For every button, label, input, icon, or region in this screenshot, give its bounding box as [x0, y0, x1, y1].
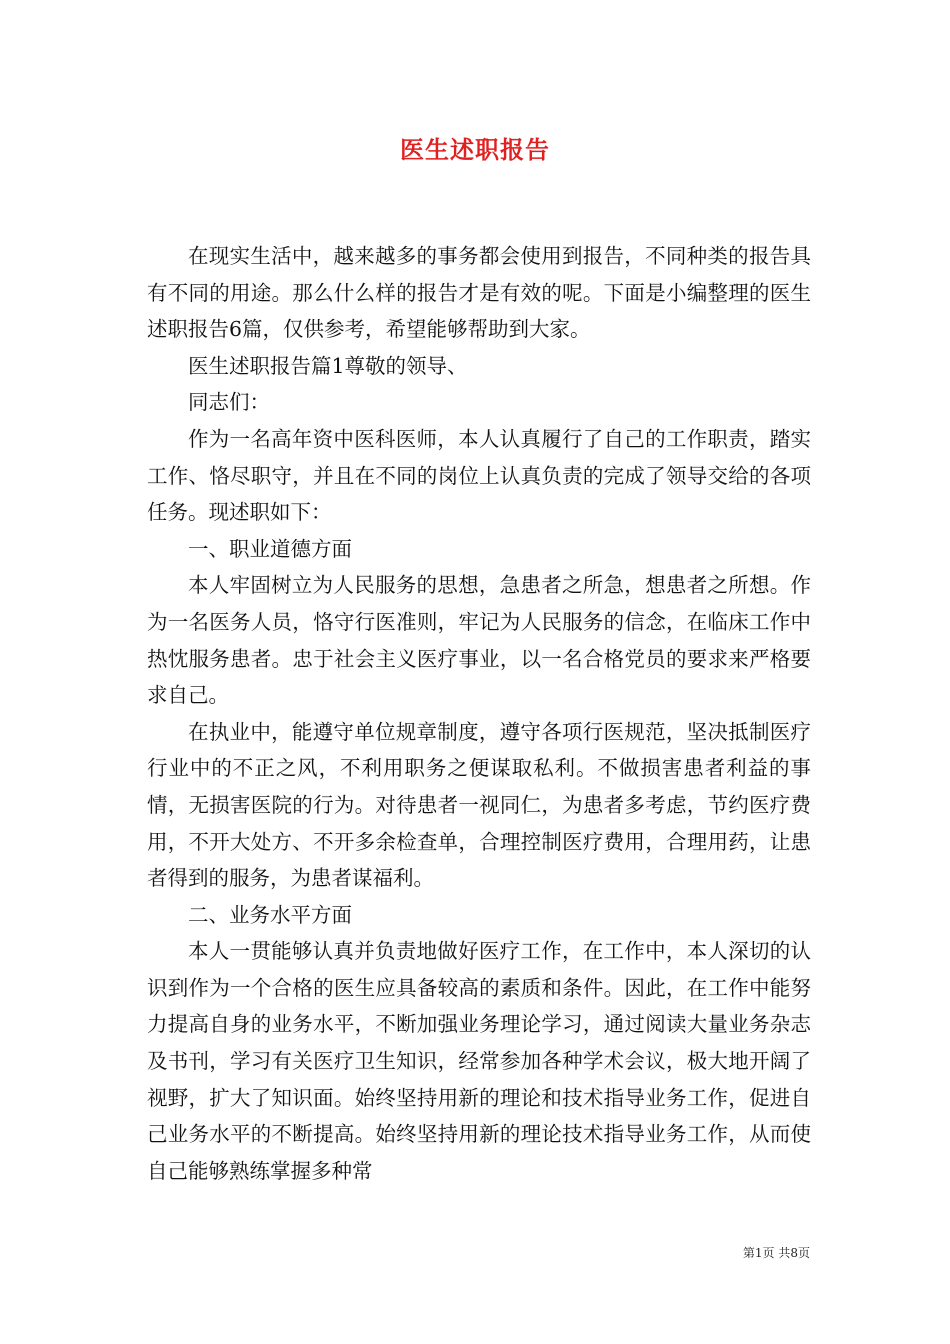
- page-number-footer: 第1页 共8页: [742, 1246, 810, 1260]
- section-heading-skills: 二、业务水平方面: [188, 902, 352, 927]
- paragraph-overview: 作为一名高年资中医科医师，本人认真履行了自己的工作职责，踏实工作、恪尽职守，并且在不同的岗位上认真负责的完成了领导交给的各项任务。现述职如下：: [147, 426, 811, 525]
- paragraph-intro: 在现实生活中，越来越多的事务都会使用到报告，不同种类的报告具有不同的用途。那么什么样的报告才是有效的呢。下面是小编整理的医生述职报告6篇，仅供参考，希望能够帮助到大家。: [147, 244, 811, 342]
- paragraph-ethics-2: 在执业中，能遵守单位规章制度，遵守各项行医规范，坚决抵制医疗行业中的不正之风，不利用职务之便谋取私利。不做损害患者利益的事情，无损害医院的行为。对待患者一视同仁，为患者多考虑，节约医疗费用，不开大处方、不开多余检查单，合理控制医疗费用，合理用药，让患者得到的服务，为患者谋福利。: [147, 719, 811, 891]
- paragraph-skills-1: 本人一贯能够认真并负责地做好医疗工作，在工作中，本人深切的认识到作为一个合格的医生应具备较高的素质和条件。因此，在工作中能努力提高自身的业务水平，不断加强业务理论学习，通过阅读大量业务杂志及书刊，学习有关医疗卫生知识，经常参加各种学术会议，极大地开阔了视野，扩大了知识面。始终坚持用新的理论和技术指导业务工作，促进自己业务水平的不断提高。始终坚持用新的理论技术指导业务工作，从而使自己能够熟练掌握多种常: [147, 939, 811, 1183]
- section-heading-ethics: 一、职业道德方面: [188, 536, 352, 561]
- paragraph-salutation: 同志们：: [188, 390, 270, 415]
- document-body: [147, 238, 811, 1189]
- paragraph-ethics-1: 本人牢固树立为人民服务的思想，急患者之所急，想患者之所想。作为一名医务人员，恪守行医准则，牢记为人民服务的信念，在临床工作中热忱服务患者。忠于社会主义医疗事业，以一名合格党员的要求来严格要求自己。: [147, 573, 811, 708]
- paragraph-report-heading: 医生述职报告篇1尊敬的领导、: [188, 353, 468, 378]
- document-title: 医生述职报告: [400, 135, 550, 164]
